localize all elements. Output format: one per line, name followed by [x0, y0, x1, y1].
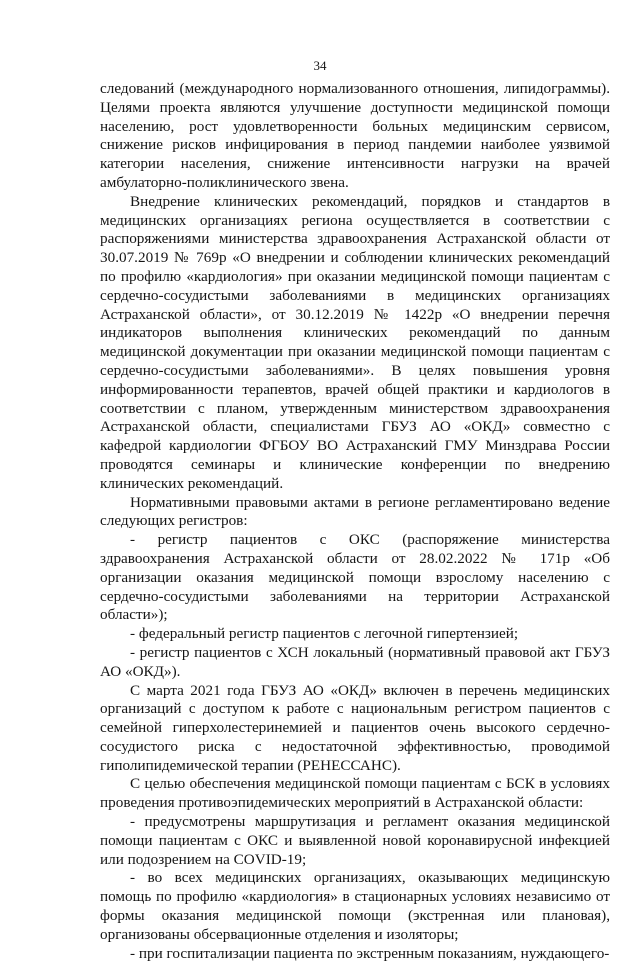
paragraph: следований (международного нормализованного отношения, липидограммы). Целями проекта являются улучшение доступности медицинской помощи населению, рост удовлетворенности больных медицинским сервисом, снижение рисков инфицирования в период пандемии наиболее уязвимой категории населения, снижение интенсивности нагрузки на врачей амбулаторно-поликлинического звена.	[100, 80, 610, 191]
list-item: - предусмотрены маршрутизация и регламент оказания медицинской помощи пациентам с ОКС и выявленной новой коронавирусной инфекцией или подозрением на COVID-19;	[100, 813, 610, 868]
list-item: - при госпитализации пациента по экстренным показаниям, нуждающего-	[130, 944, 610, 962]
list-item: - федеральный регистр пациентов с легочной гипертензией;	[130, 625, 519, 643]
list-item: - во всех медицинских организациях, оказывающих медицинскую помощь по профилю «кардиология» в стационарных условиях независимо от формы оказания медицинской помощи (экстренная или плановая), организованы обсервационные отделения и изоляторы;	[100, 869, 610, 943]
page-number: 34	[313, 58, 327, 73]
paragraph: С марта 2021 года ГБУЗ АО «ОКД» включен в перечень медицинских организаций с доступом к работе с национальным регистром пациентов с семейной гиперхолестеринемией и пациентов очень высокого сердечно-сосудистого риска с недостаточной эффективностью, проводимой гиполипидемической терапии (РЕНЕССАНС).	[100, 681, 610, 774]
paragraph: Внедрение клинических рекомендаций, порядков и стандартов в медицинских организациях региона осуществляется в соответствии с распоряжениями министерства здравоохранения Астраханской области от 30.07.2019 № 769р «О внедрении и соблюдении клинических рекомендаций по профилю «кардиология» при оказании медицинской помощи пациентам с сердечно-сосудистыми заболеваниями в медицинских организациях Астраханской области», от 30.12.2019 № 1422р «О внедрении перечня индикаторов выполнения клинических рекомендаций по данным медицинской документации при оказании медицинской помощи пациентам с сердечно-сосудистыми заболеваниями». В целях повышения уровня информированности терапевтов, врачей общей практики и кардиологов в соответствии с планом, утвержденным министерством здравоохранения Астраханской области, специалистами ГБУЗ АО «ОКД» совместно с кафедрой кардиологии ФГБОУ ВО Астраханский ГМУ Минздрава России проводятся семинары и клинические конференции по внедрению клинических рекомендаций.	[100, 192, 610, 492]
list-item: - регистр пациентов с ХСН локальный (нормативный правовой акт ГБУЗ АО «ОКД»).	[100, 643, 610, 680]
paragraph: Нормативными правовыми актами в регионе регламентировано ведение следующих регистров:	[100, 493, 610, 530]
document-body	[100, 80, 610, 963]
paragraph: С целью обеспечения медицинской помощи пациентам с БСК в условиях проведения противоэпидемических мероприятий в Астраханской области:	[100, 775, 610, 812]
list-item: - регистр пациентов с ОКС (распоряжение министерства здравоохранения Астраханской области от 28.02.2022 № 171р «Об организации оказания медицинской помощи взрослому населению с сердечно-сосудистыми заболеваниями на территории Астраханской области»);	[100, 531, 610, 624]
